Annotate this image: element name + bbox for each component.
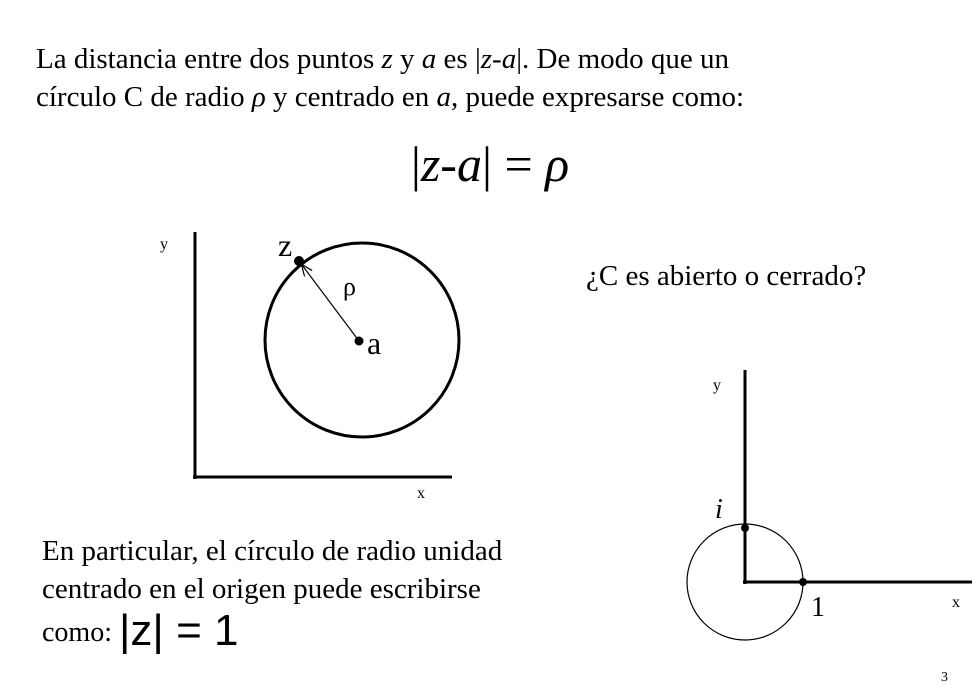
intro-text-segment: |. De modo que un xyxy=(516,43,730,75)
equation-bar: | xyxy=(410,136,421,192)
variable-a: a xyxy=(436,81,451,113)
expression-z-minus-a: z-a xyxy=(480,43,517,75)
one-label: 1 xyxy=(811,592,825,623)
particular-line-3 xyxy=(42,606,502,655)
point-z xyxy=(294,256,304,266)
variable-a: a xyxy=(421,43,437,75)
rho-label: ρ xyxy=(343,272,356,301)
y-axis-label: y xyxy=(160,236,168,253)
z-label: z xyxy=(278,227,293,263)
point-a xyxy=(355,337,364,346)
variable-rho: ρ xyxy=(251,81,266,113)
intro-text-segment: La distancia entre dos puntos xyxy=(36,43,382,75)
open-closed-question: ¿C es abierto o cerrado? xyxy=(586,260,867,292)
circle-diagram xyxy=(160,227,459,502)
intro-text-segment: es | xyxy=(436,43,481,75)
x-axis-label: x xyxy=(417,485,425,502)
particular-line-1: En particular, el círculo de radio unidad xyxy=(42,535,503,567)
equation-rho: ρ xyxy=(545,136,570,192)
x-axis-label: x xyxy=(952,594,960,611)
unit-circle-diagram xyxy=(687,370,972,640)
intro-text-segment: y centrado en xyxy=(265,81,437,113)
unit-circle-equation: |z| = 1 xyxy=(119,606,239,655)
intro-text-segment: , puede expresarse como: xyxy=(450,81,745,113)
point-i xyxy=(741,524,749,532)
como-label: como: xyxy=(42,617,119,648)
a-label: a xyxy=(367,325,382,361)
particular-line-2: centrado en el origen puede escribirse xyxy=(42,573,481,605)
equation-z-minus-a: z-a xyxy=(420,136,482,192)
unit-circle-text xyxy=(42,532,503,655)
y-axis-label: y xyxy=(713,377,721,394)
intro-text-segment: y xyxy=(392,43,422,75)
equation-equals: | = xyxy=(481,136,546,192)
intro-text-segment: círculo C de radio xyxy=(36,81,252,113)
point-one xyxy=(799,578,807,586)
variable-z: z xyxy=(381,43,393,75)
i-label: i xyxy=(715,494,723,525)
page-number: 3 xyxy=(941,670,948,685)
